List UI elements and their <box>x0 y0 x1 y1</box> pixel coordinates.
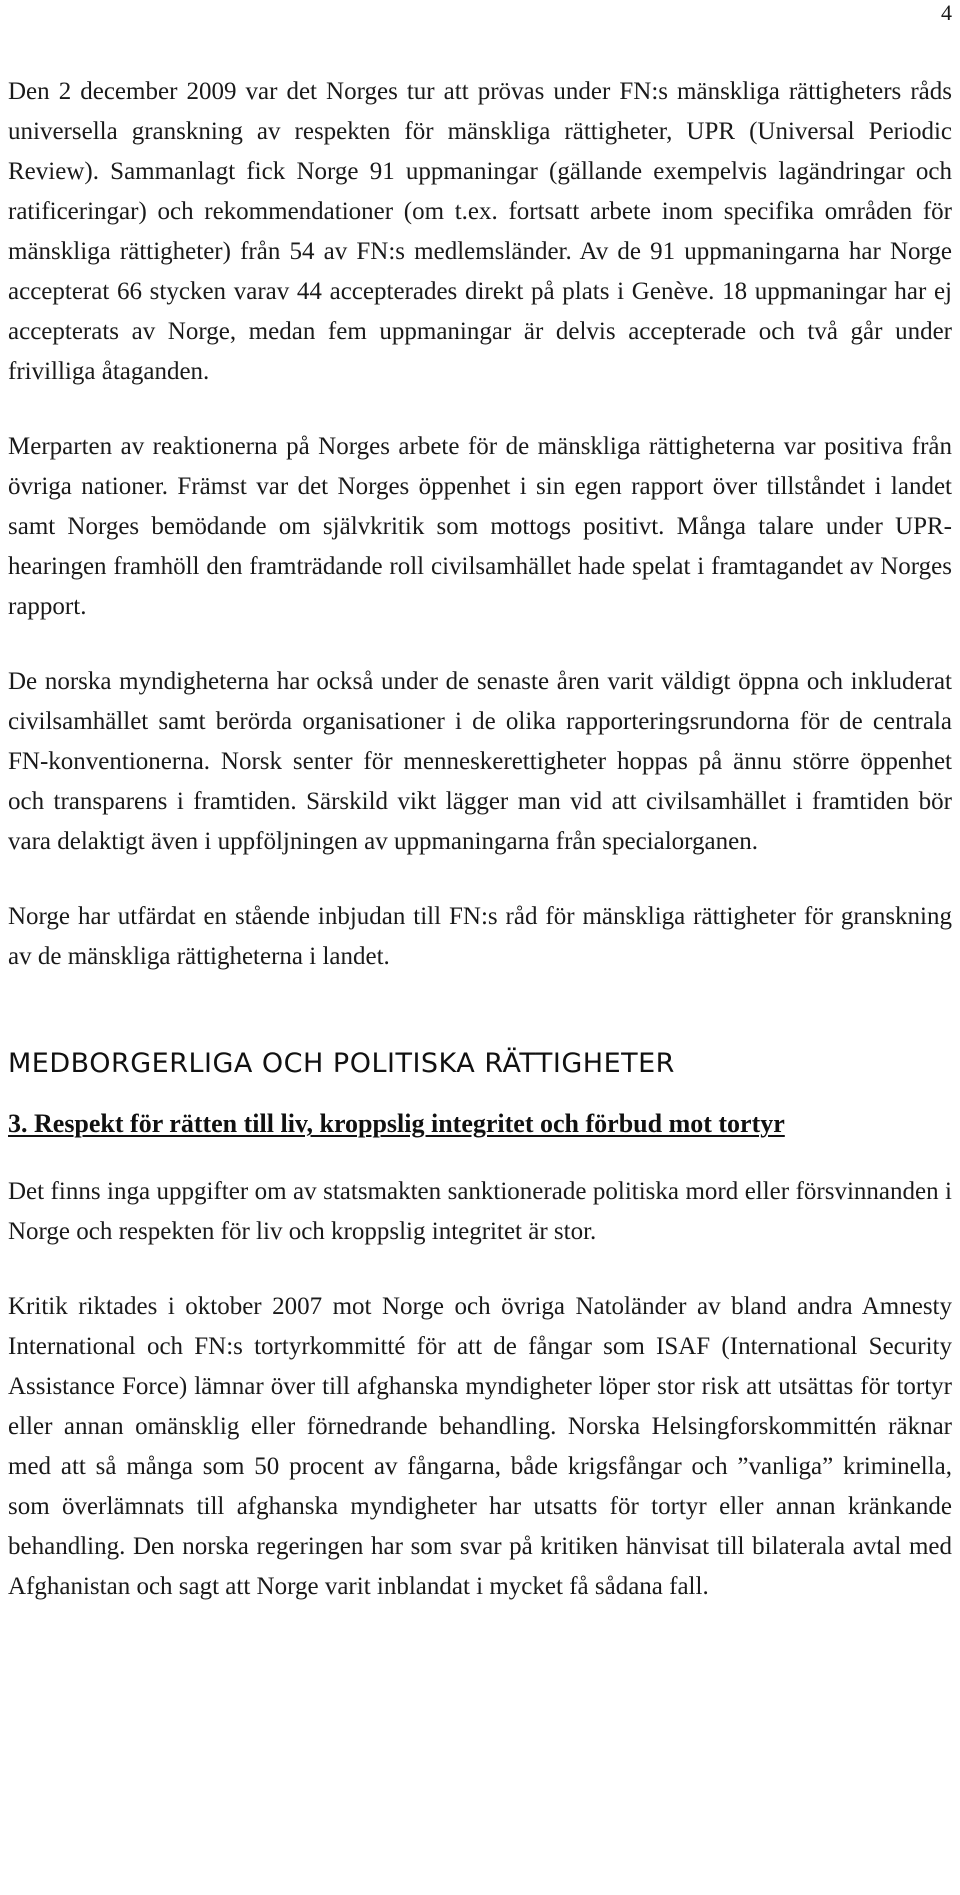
subheading-number: 3. <box>8 1109 28 1138</box>
paragraph-upr-review: Den 2 december 2009 var det Norges tur att prövas under FN:s mänskliga rättigheters råds universella granskning av respekten för mänskliga rättigheter, UPR (Universal Periodic Review). Sammanlagt fick Norge 91 uppmaningar (gällande exempelvis lagändringar och ratificeringar) och rekommendationer (om t.ex. fortsatt arbete inom specifika områden för mänskliga rättigheter) från 54 av FN:s medlemsländer. Av de 91 uppmaningarna har Norge accepterat 66 stycken varav 44 accepterades direkt på plats i Genève. 18 uppmaningar har ej accepterats av Norge, medan fem uppmaningar är delvis accepterade och två går under frivilliga åtaganden. <box>8 78 952 385</box>
paragraph-isaf-criticism: Kritik riktades i oktober 2007 mot Norge och övriga Natoländer av bland andra Amnesty International och FN:s tortyrkommitté för att de fångar som ISAF (International Security Assistance Force) lämnar över till afghanska myndigheter löper stor risk att utsättas för tortyr eller annan omänsklig eller förnedrande behandling. Norska Helsingforskommittén räknar med att så många som 50 procent av fångarna, både krigsfångar och ”vanliga” kriminella, som överlämnats till afghanska myndigheter har utsatts för tortyr eller annan kränkande behandling. Den norska regeringen har som svar på kritiken hänvisat till bilaterala avtal med Afghanistan och sagt att Norge varit inblandat i mycket få sådana fall. <box>8 1293 952 1600</box>
document-body <box>8 72 952 1607</box>
subheading <box>8 1104 952 1144</box>
subheading-title: Respekt för rätten till liv, kroppslig integritet och förbud mot tortyr <box>34 1109 785 1138</box>
section-heading: MEDBORGERLIGA OCH POLITISKA RÄTTIGHETER <box>8 1048 675 1079</box>
page-number: 4 <box>941 0 952 25</box>
paragraph-standing-invitation: Norge har utfärdat en stående inbjudan till FN:s råd för mänskliga rättigheter för granskning av de mänskliga rättigheterna i landet. <box>8 903 952 970</box>
paragraph-no-political-killings: Det finns inga uppgifter om av statsmakten sanktionerade politiska mord eller försvinnanden i Norge och respekten för liv och kroppslig integritet är stor. <box>8 1178 952 1245</box>
paragraph-openness: De norska myndigheterna har också under de senaste åren varit väldigt öppna och inkluderat civilsamhället samt berörda organisationer i de olika rapporteringsrundorna för de centrala FN-konventionerna. Norsk senter för menneskerettigheter hoppas på ännu större öppenhet och transparens i framtiden. Särskild vikt lägger man vid att civilsamhället i framtiden bör vara delaktigt även i uppföljningen av uppmaningarna från specialorganen. <box>8 668 952 855</box>
paragraph-reactions: Merparten av reaktionerna på Norges arbete för de mänskliga rättigheterna var positiva från övriga nationer. Främst var det Norges öppenhet i sin egen rapport över tillståndet i landet samt Norges bemödande om självkritik som mottogs positivt. Många talare under UPR-hearingen framhöll den framträdande roll civilsamhället hade spelat i framtagandet av Norges rapport. <box>8 433 952 620</box>
